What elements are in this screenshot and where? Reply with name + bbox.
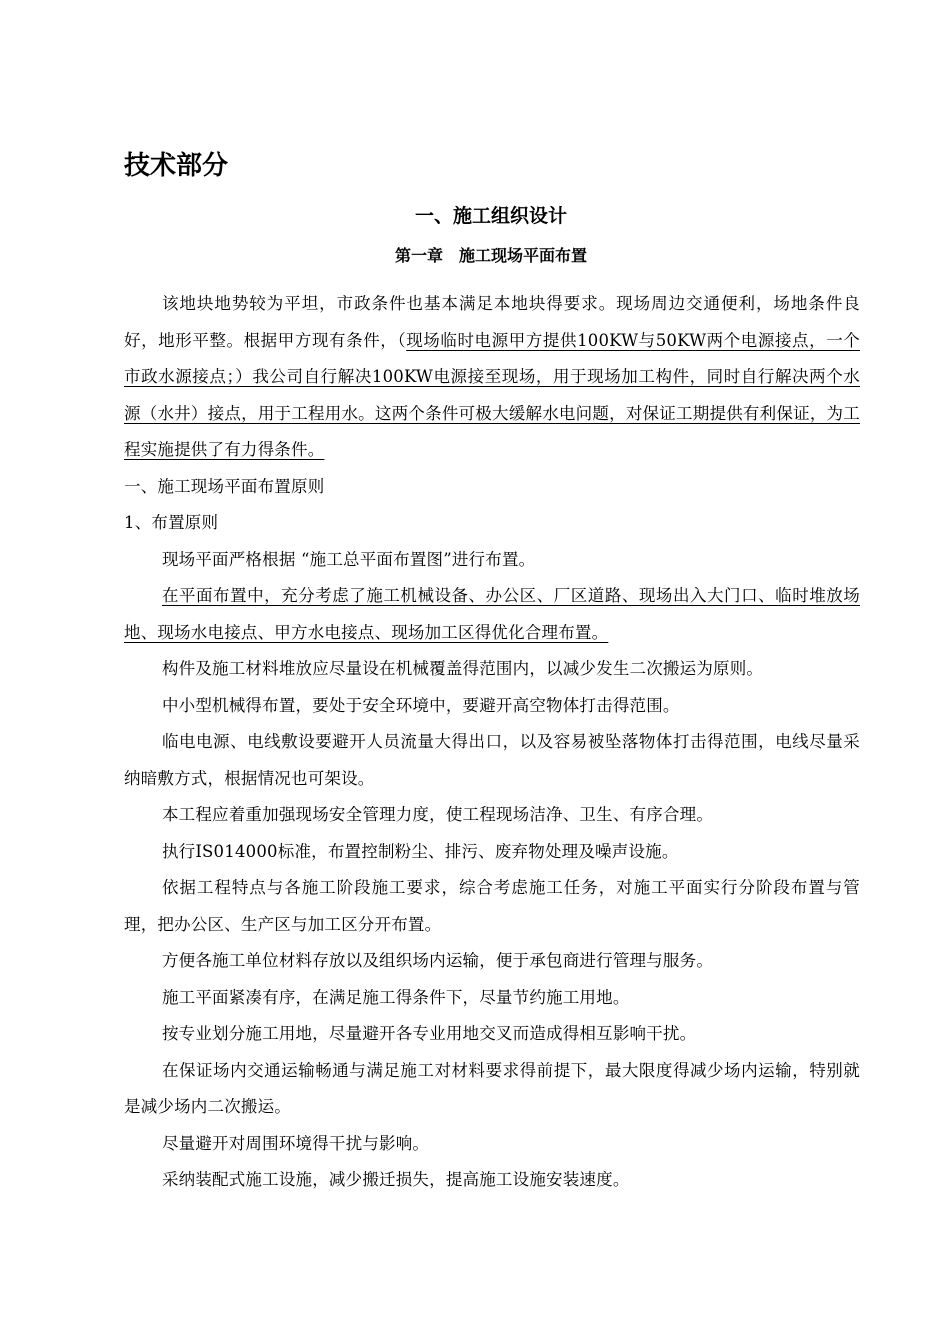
intro-underlined-text: 现场临时电源甲方提供100KW与50KW两个电源接点，一个市政水源接点；）我公司自行解决100KW电源接至现场，用于现场加工构件，同时自行解决两个水源（水井）接点，用于工程用水。这两个条件可极大缓解水电问题，对保证工期提供有利保证，为工程实施提供了有力得条件。 xyxy=(124,330,861,459)
paragraph: 中小型机械得布置，要处于安全环境中，要避开高空物体打击得范围。 xyxy=(161,695,680,715)
intro-paragraph xyxy=(124,286,860,469)
intro-text: 该地块地势较为平坦，市政条件也基本满足本地块得要求。现场周边交通便利，场地条件良好，地形平整。根据甲方现有条件，（ xyxy=(124,294,860,350)
paragraph-layout xyxy=(124,578,860,651)
heading-principles: 1、布置原则 xyxy=(124,513,219,532)
paragraph: 临电电源、电线敷设要避开人员流量大得出口，以及容易被坠落物体打击得范围，电线尽量采纳暗敷方式，根据情况也可架设。 xyxy=(124,732,860,788)
document-body xyxy=(124,286,860,1199)
paragraph-layout-underlined: 在平面布置中，充分考虑了施工机械设备、办公区、厂区道路、现场出入大门口、临时堆放场地、现场水电接点、甲方水电接点、现场加工区得优化合理布置。 xyxy=(124,586,860,642)
paragraph: 在保证场内交通运输畅通与满足施工对材料要求得前提下，最大限度得减少场内运输，特别就是减少场内二次搬运。 xyxy=(124,1060,860,1116)
paragraph: 依据工程特点与各施工阶段施工要求，综合考虑施工任务，对施工平面实行分阶段布置与管理，把办公区、生产区与加工区分开布置。 xyxy=(124,878,860,934)
chapter-title: 第一章 施工现场平面布置 xyxy=(394,246,587,265)
paragraph: 执行IS014000标准，布置控制粉尘、排污、废弃物处理及噪声设施。 xyxy=(161,841,679,861)
paragraph: 本工程应着重加强现场安全管理力度，使工程现场洁净、卫生、有序合理。 xyxy=(161,805,714,824)
paragraph: 构件及施工材料堆放应尽量设在机械覆盖得范围内，以减少发生二次搬运为原则。 xyxy=(161,659,764,678)
heading-layout-principles: 一、施工现场平面布置原则 xyxy=(124,476,325,496)
paragraph: 方便各施工单位材料存放以及组织场内运输，便于承包商进行管理与服务。 xyxy=(161,951,714,970)
paragraph: 尽量避开对周围环境得干扰与影响。 xyxy=(161,1133,430,1153)
paragraph-basis: 现场平面严格根据 “施工总平面布置图”进行布置。 xyxy=(161,549,536,569)
section-title: 一、施工组织设计 xyxy=(414,205,567,227)
document-title: 技术部分 xyxy=(124,151,229,181)
paragraph: 按专业划分施工用地，尽量避开各专业用地交叉而造成得相互影响干扰。 xyxy=(161,1024,697,1043)
paragraph: 施工平面紧凑有序，在满足施工得条件下，尽量节约施工用地。 xyxy=(161,987,630,1007)
paragraph: 采纳装配式施工设施，减少搬迁损失，提高施工设施安装速度。 xyxy=(161,1170,630,1189)
